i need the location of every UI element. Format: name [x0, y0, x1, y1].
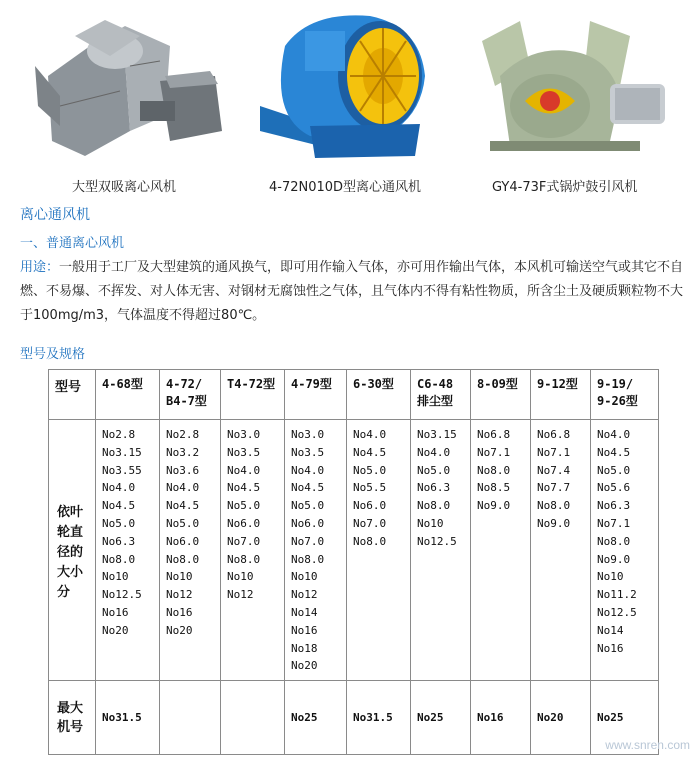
size-value: No2.8: [166, 428, 200, 441]
diameter-head-line: 大小: [57, 565, 84, 580]
size-value: No6.3: [417, 481, 451, 495]
size-value: No6.8: [477, 428, 511, 441]
size-value: No3.15: [417, 428, 457, 441]
model-name: 9-26型: [597, 394, 638, 408]
blue-centrifugal-fan-photo: [250, 6, 440, 164]
spec-title: 型号及规格: [20, 347, 86, 362]
size-value: No4.0: [353, 428, 387, 441]
max-head-line: 最大: [57, 700, 84, 716]
max-cell: No20: [531, 681, 591, 755]
size-value: No8.0: [102, 552, 136, 566]
size-value: No8.0: [291, 552, 325, 566]
diameter-head-line: 径的: [57, 545, 84, 560]
sizes-cell: [160, 420, 221, 681]
max-row: [49, 681, 659, 755]
model-row-head: 型号: [49, 370, 96, 420]
model-name: 排尘型: [417, 394, 454, 408]
diameter-row: [49, 420, 659, 681]
sizes-cell: [471, 420, 531, 681]
size-value: No3.6: [166, 463, 200, 477]
size-value: No12.5: [597, 605, 637, 619]
sizes-cell: [531, 420, 591, 681]
model-name: 4-79型: [291, 377, 332, 391]
size-value: No7.1: [477, 445, 511, 459]
usage-text: 一般用于工厂及大型建筑的通风换气，即可用作输入气体，亦可用作输出气体，本风机可输送空气或其它不自燃、不易爆、不挥发、对人体无害、对钢材无腐蚀性之气体，且气体内不得有粘性物质，所含尘土及硬质颗粒物不大于100mg/m3，气体温度不得超过80℃。: [20, 260, 684, 323]
max-cell: [221, 681, 285, 755]
size-value: No10: [166, 570, 193, 584]
model-cell: [96, 370, 160, 420]
max-cell: No16: [471, 681, 531, 755]
size-value: No16: [291, 623, 318, 637]
size-value: No4.0: [102, 481, 136, 495]
model-name: 6-30型: [353, 377, 394, 391]
max-cell: No25: [285, 681, 347, 755]
size-value: No8.0: [227, 552, 261, 566]
model-name: C6-48: [417, 377, 454, 391]
model-cell: [531, 370, 591, 420]
size-value: No9.0: [477, 499, 511, 513]
model-cell: [160, 370, 221, 420]
size-value: No4.0: [597, 428, 631, 441]
diameter-head-line: 分: [57, 585, 71, 600]
max-row-head: [49, 681, 96, 755]
size-value: No10: [417, 516, 444, 530]
size-value: No8.0: [166, 552, 200, 566]
size-value: No20: [166, 623, 193, 637]
model-cell: [411, 370, 471, 420]
size-value: No5.0: [353, 463, 387, 477]
diameter-row-head: [49, 420, 96, 681]
size-value: No2.8: [102, 428, 136, 441]
size-value: No4.0: [227, 463, 261, 477]
size-value: No4.5: [597, 445, 631, 459]
size-value: No4.0: [166, 481, 200, 495]
size-value: No3.5: [291, 445, 325, 459]
size-value: No7.0: [227, 534, 261, 548]
size-value: No4.5: [291, 481, 325, 495]
size-value: No10: [597, 570, 624, 584]
boiler-induced-draft-fan-photo: [470, 6, 675, 164]
size-value: No7.0: [353, 516, 387, 530]
size-value: No12: [291, 588, 318, 602]
size-value: No5.0: [597, 463, 631, 477]
size-value: No8.5: [477, 481, 511, 495]
model-cell: [221, 370, 285, 420]
model-cell: [285, 370, 347, 420]
size-value: No3.0: [291, 428, 325, 441]
size-value: No4.5: [102, 499, 136, 513]
model-name: B4-7型: [166, 394, 207, 408]
size-value: No10: [102, 570, 129, 584]
size-value: No3.55: [102, 463, 142, 477]
sizes-cell: [411, 420, 471, 681]
size-value: No12.5: [102, 588, 142, 602]
size-value: No5.0: [102, 516, 136, 530]
size-value: No5.0: [417, 463, 451, 477]
subsection-title: 一、普通离心风机: [20, 236, 125, 251]
model-cell: [591, 370, 659, 420]
size-value: No8.0: [417, 499, 451, 513]
size-value: No5.5: [353, 481, 387, 495]
size-value: No12: [166, 588, 193, 602]
diameter-head-line: 轮直: [57, 525, 84, 540]
max-cell: No31.5: [347, 681, 411, 755]
size-value: No8.0: [477, 463, 511, 477]
size-value: No16: [597, 641, 624, 655]
max-cell: No25: [411, 681, 471, 755]
size-value: No5.0: [291, 499, 325, 513]
spec-table: [48, 369, 659, 755]
size-value: No5.0: [166, 516, 200, 530]
model-name: 9-19/: [597, 377, 634, 391]
size-value: No4.5: [166, 499, 200, 513]
max-cell: No25: [591, 681, 659, 755]
size-value: No12: [227, 588, 254, 602]
size-value: No7.1: [537, 445, 571, 459]
size-value: No16: [166, 605, 193, 619]
size-value: No11.2: [597, 588, 637, 602]
size-value: No6.0: [166, 534, 200, 548]
sizes-cell: [347, 420, 411, 681]
usage-label: 用途：: [20, 260, 60, 275]
model-name: T4-72型: [227, 377, 276, 391]
size-value: No14: [597, 623, 624, 637]
size-value: No3.5: [227, 445, 261, 459]
watermark: www.snren.com: [605, 738, 690, 752]
size-value: No20: [291, 659, 318, 673]
model-name: 4-68型: [102, 377, 143, 391]
size-value: No6.0: [227, 516, 261, 530]
size-value: No10: [291, 570, 318, 584]
size-value: No6.0: [353, 499, 387, 513]
table-header-row: [49, 370, 659, 420]
sizes-cell: [591, 420, 659, 681]
size-value: No3.15: [102, 445, 142, 459]
size-value: No16: [102, 605, 129, 619]
size-value: No20: [102, 623, 129, 637]
size-value: No14: [291, 605, 318, 619]
max-cell: No31.5: [96, 681, 160, 755]
photo-caption-3: GY4-73F式锅炉鼓引风机: [492, 180, 638, 195]
sizes-cell: [96, 420, 160, 681]
photo-caption-2: 4-72N010D型离心通风机: [269, 180, 422, 195]
size-value: No6.0: [291, 516, 325, 530]
max-cell: [160, 681, 221, 755]
size-value: No18: [291, 641, 318, 655]
size-value: No3.2: [166, 445, 200, 459]
model-name: 4-72/: [166, 377, 203, 391]
size-value: No5.6: [597, 481, 631, 495]
photo-caption-1: 大型双吸离心风机: [72, 180, 177, 195]
diameter-head-line: 依叶: [57, 505, 84, 520]
size-value: No6.3: [597, 499, 631, 513]
sizes-cell: [221, 420, 285, 681]
model-name: 9-12型: [537, 377, 578, 391]
size-value: No4.0: [417, 445, 451, 459]
model-cell: [471, 370, 531, 420]
size-value: No4.5: [227, 481, 261, 495]
size-value: No6.3: [102, 534, 136, 548]
usage-paragraph: [20, 256, 684, 328]
size-value: No9.0: [597, 552, 631, 566]
size-value: No4.0: [291, 463, 325, 477]
size-value: No7.4: [537, 463, 571, 477]
size-value: No7.0: [291, 534, 325, 548]
size-value: No6.8: [537, 428, 571, 441]
size-value: No8.0: [597, 534, 631, 548]
size-value: No8.0: [353, 534, 387, 548]
product-photos: [0, 0, 700, 200]
size-value: No10: [227, 570, 254, 584]
model-name: 8-09型: [477, 377, 518, 391]
size-value: No7.7: [537, 481, 571, 495]
size-value: No4.5: [353, 445, 387, 459]
size-value: No7.1: [597, 516, 631, 530]
sizes-cell: [285, 420, 347, 681]
size-value: No12.5: [417, 534, 457, 548]
section-title: 离心通风机: [20, 207, 90, 223]
model-cell: [347, 370, 411, 420]
double-suction-centrifugal-fan-photo: [30, 6, 230, 164]
size-value: No3.0: [227, 428, 261, 441]
max-head-line: 机号: [57, 719, 84, 735]
size-value: No8.0: [537, 499, 571, 513]
size-value: No5.0: [227, 499, 261, 513]
size-value: No9.0: [537, 516, 571, 530]
